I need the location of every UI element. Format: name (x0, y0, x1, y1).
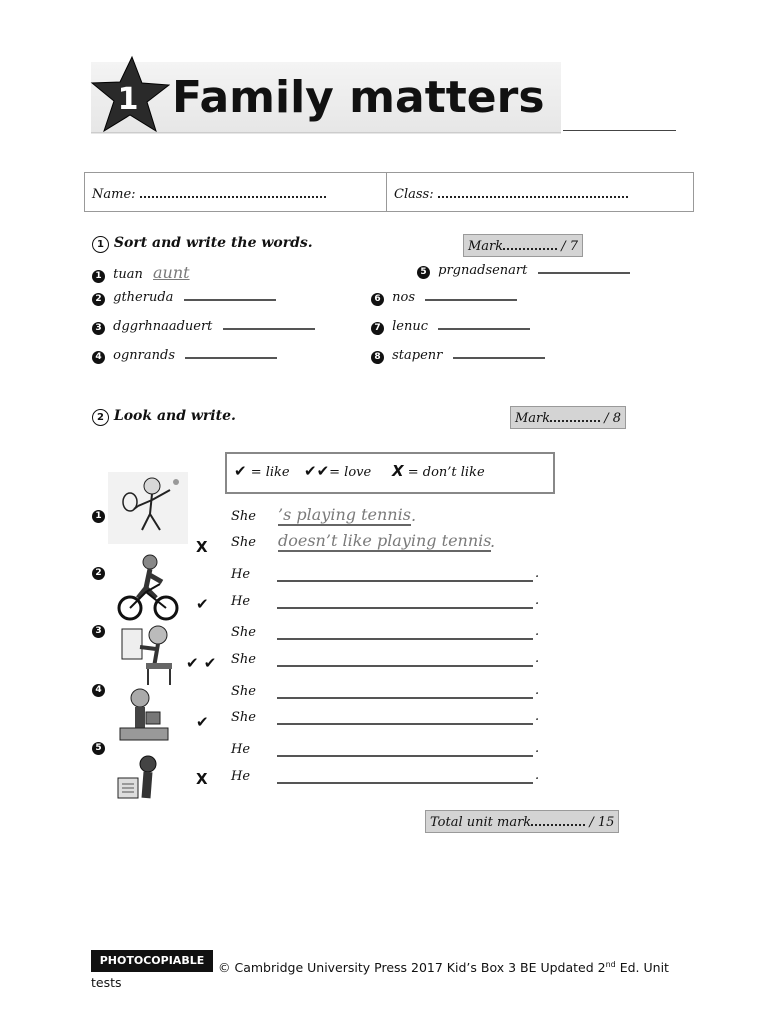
section2-number: 2 (92, 409, 109, 426)
box-divider (386, 172, 387, 211)
copyright-line-end: Ed. Unit (615, 960, 669, 976)
copyright-text-line2: tests (91, 975, 122, 990)
pronoun: He (231, 769, 251, 784)
total-dotted-line (531, 813, 585, 826)
item-number: 2 (92, 567, 105, 580)
item-number: 1 (92, 510, 105, 523)
boy-reading-image (114, 752, 162, 806)
section2-heading (92, 408, 236, 426)
item-number: 7 (371, 322, 384, 335)
item-number: 2 (92, 293, 105, 306)
pronoun: She (231, 509, 256, 524)
girl-reading-image (118, 684, 178, 744)
section1-number: 1 (92, 236, 109, 253)
answer-line[interactable] (184, 299, 276, 301)
header-rule-right (563, 130, 676, 131)
answer-line[interactable] (277, 665, 533, 667)
boy-riding-bike-image (116, 552, 180, 622)
sentence-row (231, 535, 256, 550)
pronoun: She (231, 684, 256, 699)
section1-heading (92, 235, 313, 253)
full-stop: . (535, 683, 540, 698)
jumbled-word: prgnadsenart (438, 263, 528, 278)
total-mark-box (425, 810, 619, 833)
jumbled-word: lenuc (392, 319, 429, 334)
class-dotted-line (438, 184, 628, 198)
name-label: Name: (92, 187, 136, 202)
full-stop: . (411, 506, 417, 525)
key-dont-like (392, 462, 485, 480)
section2-mark-box (510, 406, 626, 429)
key-like-label: = like (250, 465, 290, 480)
example-answer: ’s playing tennis (278, 505, 411, 524)
word-item-4 (92, 348, 277, 364)
copyright-text (218, 960, 669, 975)
section1-instruction: Sort and write the words. (113, 235, 313, 251)
full-stop: . (535, 768, 540, 783)
key-like (234, 462, 290, 480)
tick-icon: ✔ (196, 713, 209, 731)
mark-total: / 8 (604, 411, 622, 426)
class-field[interactable] (394, 184, 628, 202)
answer-line[interactable] (538, 272, 630, 274)
superscript: nd (605, 960, 616, 969)
answer-line[interactable] (277, 638, 533, 640)
key-dont-like-label: = don’t like (407, 465, 485, 480)
jumbled-word: tuan (113, 267, 143, 282)
answer-line[interactable] (277, 607, 533, 609)
total-value: / 15 (589, 815, 615, 830)
cross-icon: X (196, 538, 208, 556)
full-stop: . (535, 651, 540, 666)
item-number: 5 (417, 266, 430, 279)
answer-line[interactable] (453, 357, 545, 359)
photocopiable-badge: PHOTOCOPIABLE (91, 950, 213, 972)
answer-line[interactable] (277, 697, 533, 699)
mark-total: / 7 (561, 239, 579, 254)
jumbled-word: gtheruda (113, 290, 174, 305)
cross-icon: X (196, 770, 208, 788)
item-number: 8 (371, 351, 384, 364)
answer-line[interactable] (277, 782, 533, 784)
unit-number: 1 (117, 82, 139, 117)
answer-line[interactable] (277, 723, 533, 725)
answer-line[interactable] (277, 755, 533, 757)
word-item-8 (371, 348, 545, 364)
jumbled-word: stapenr (392, 348, 443, 363)
full-stop: . (535, 741, 540, 756)
total-label: Total unit mark (430, 815, 532, 830)
class-label: Class: (394, 187, 434, 202)
full-stop: . (535, 624, 540, 639)
mark-dotted-line (550, 409, 600, 422)
item-number: 4 (92, 351, 105, 364)
jumbled-word: dggrhnaaduert (113, 319, 213, 334)
pronoun: She (231, 535, 256, 550)
full-stop: . (490, 532, 496, 551)
girl-painting-image (118, 619, 178, 687)
mark-dotted-line (503, 237, 557, 250)
example-answer: aunt (153, 263, 190, 282)
answer-line[interactable] (277, 580, 533, 582)
mark-label: Mark (515, 411, 551, 426)
full-stop: . (535, 593, 540, 608)
word-item-1 (92, 263, 190, 283)
key-love (304, 462, 371, 480)
item-number: 6 (371, 293, 384, 306)
item-number: 1 (92, 270, 105, 283)
jumbled-word: nos (392, 290, 416, 305)
name-dotted-line (140, 184, 326, 198)
section1-mark-box (463, 234, 583, 257)
page-title: Family matters (172, 72, 545, 123)
item-number: 3 (92, 625, 105, 638)
word-item-6 (371, 290, 517, 306)
pronoun: She (231, 652, 256, 667)
star-icon (90, 55, 170, 135)
full-stop: . (535, 566, 540, 581)
sentence-row (231, 509, 256, 524)
word-item-2 (92, 290, 276, 306)
word-item-7 (371, 319, 530, 335)
section2-instruction: Look and write. (113, 408, 236, 424)
tick-icon: ✔ (234, 462, 247, 480)
word-item-3 (92, 319, 315, 335)
double-tick-icon: ✔ ✔ (186, 654, 217, 672)
girl-playing-tennis-image (108, 472, 188, 544)
pronoun: He (231, 567, 251, 582)
item-number: 3 (92, 322, 105, 335)
pronoun: He (231, 594, 251, 609)
answer-line[interactable] (223, 328, 315, 330)
key-love-label: = love (329, 465, 372, 480)
answer-line[interactable] (438, 328, 530, 330)
pronoun: She (231, 710, 256, 725)
pronoun: She (231, 625, 256, 640)
example-answer: doesn’t like playing tennis (278, 531, 492, 550)
pronoun: He (231, 742, 251, 757)
item-number: 4 (92, 684, 105, 697)
copyright-line: © Cambridge University Press 2017 Kid’s Box 3 BE Updated 2 (218, 960, 606, 976)
cross-icon: X (392, 462, 404, 480)
answer-line[interactable] (425, 299, 517, 301)
jumbled-word: ognrands (113, 348, 175, 363)
double-tick-icon: ✔✔ (304, 462, 330, 480)
item-number: 5 (92, 742, 105, 755)
full-stop: . (535, 709, 540, 724)
answer-line[interactable] (185, 357, 277, 359)
name-field[interactable] (92, 184, 326, 202)
header-rule (91, 132, 561, 133)
mark-label: Mark (468, 239, 504, 254)
tick-icon: ✔ (196, 595, 209, 613)
word-item-5 (417, 263, 630, 279)
